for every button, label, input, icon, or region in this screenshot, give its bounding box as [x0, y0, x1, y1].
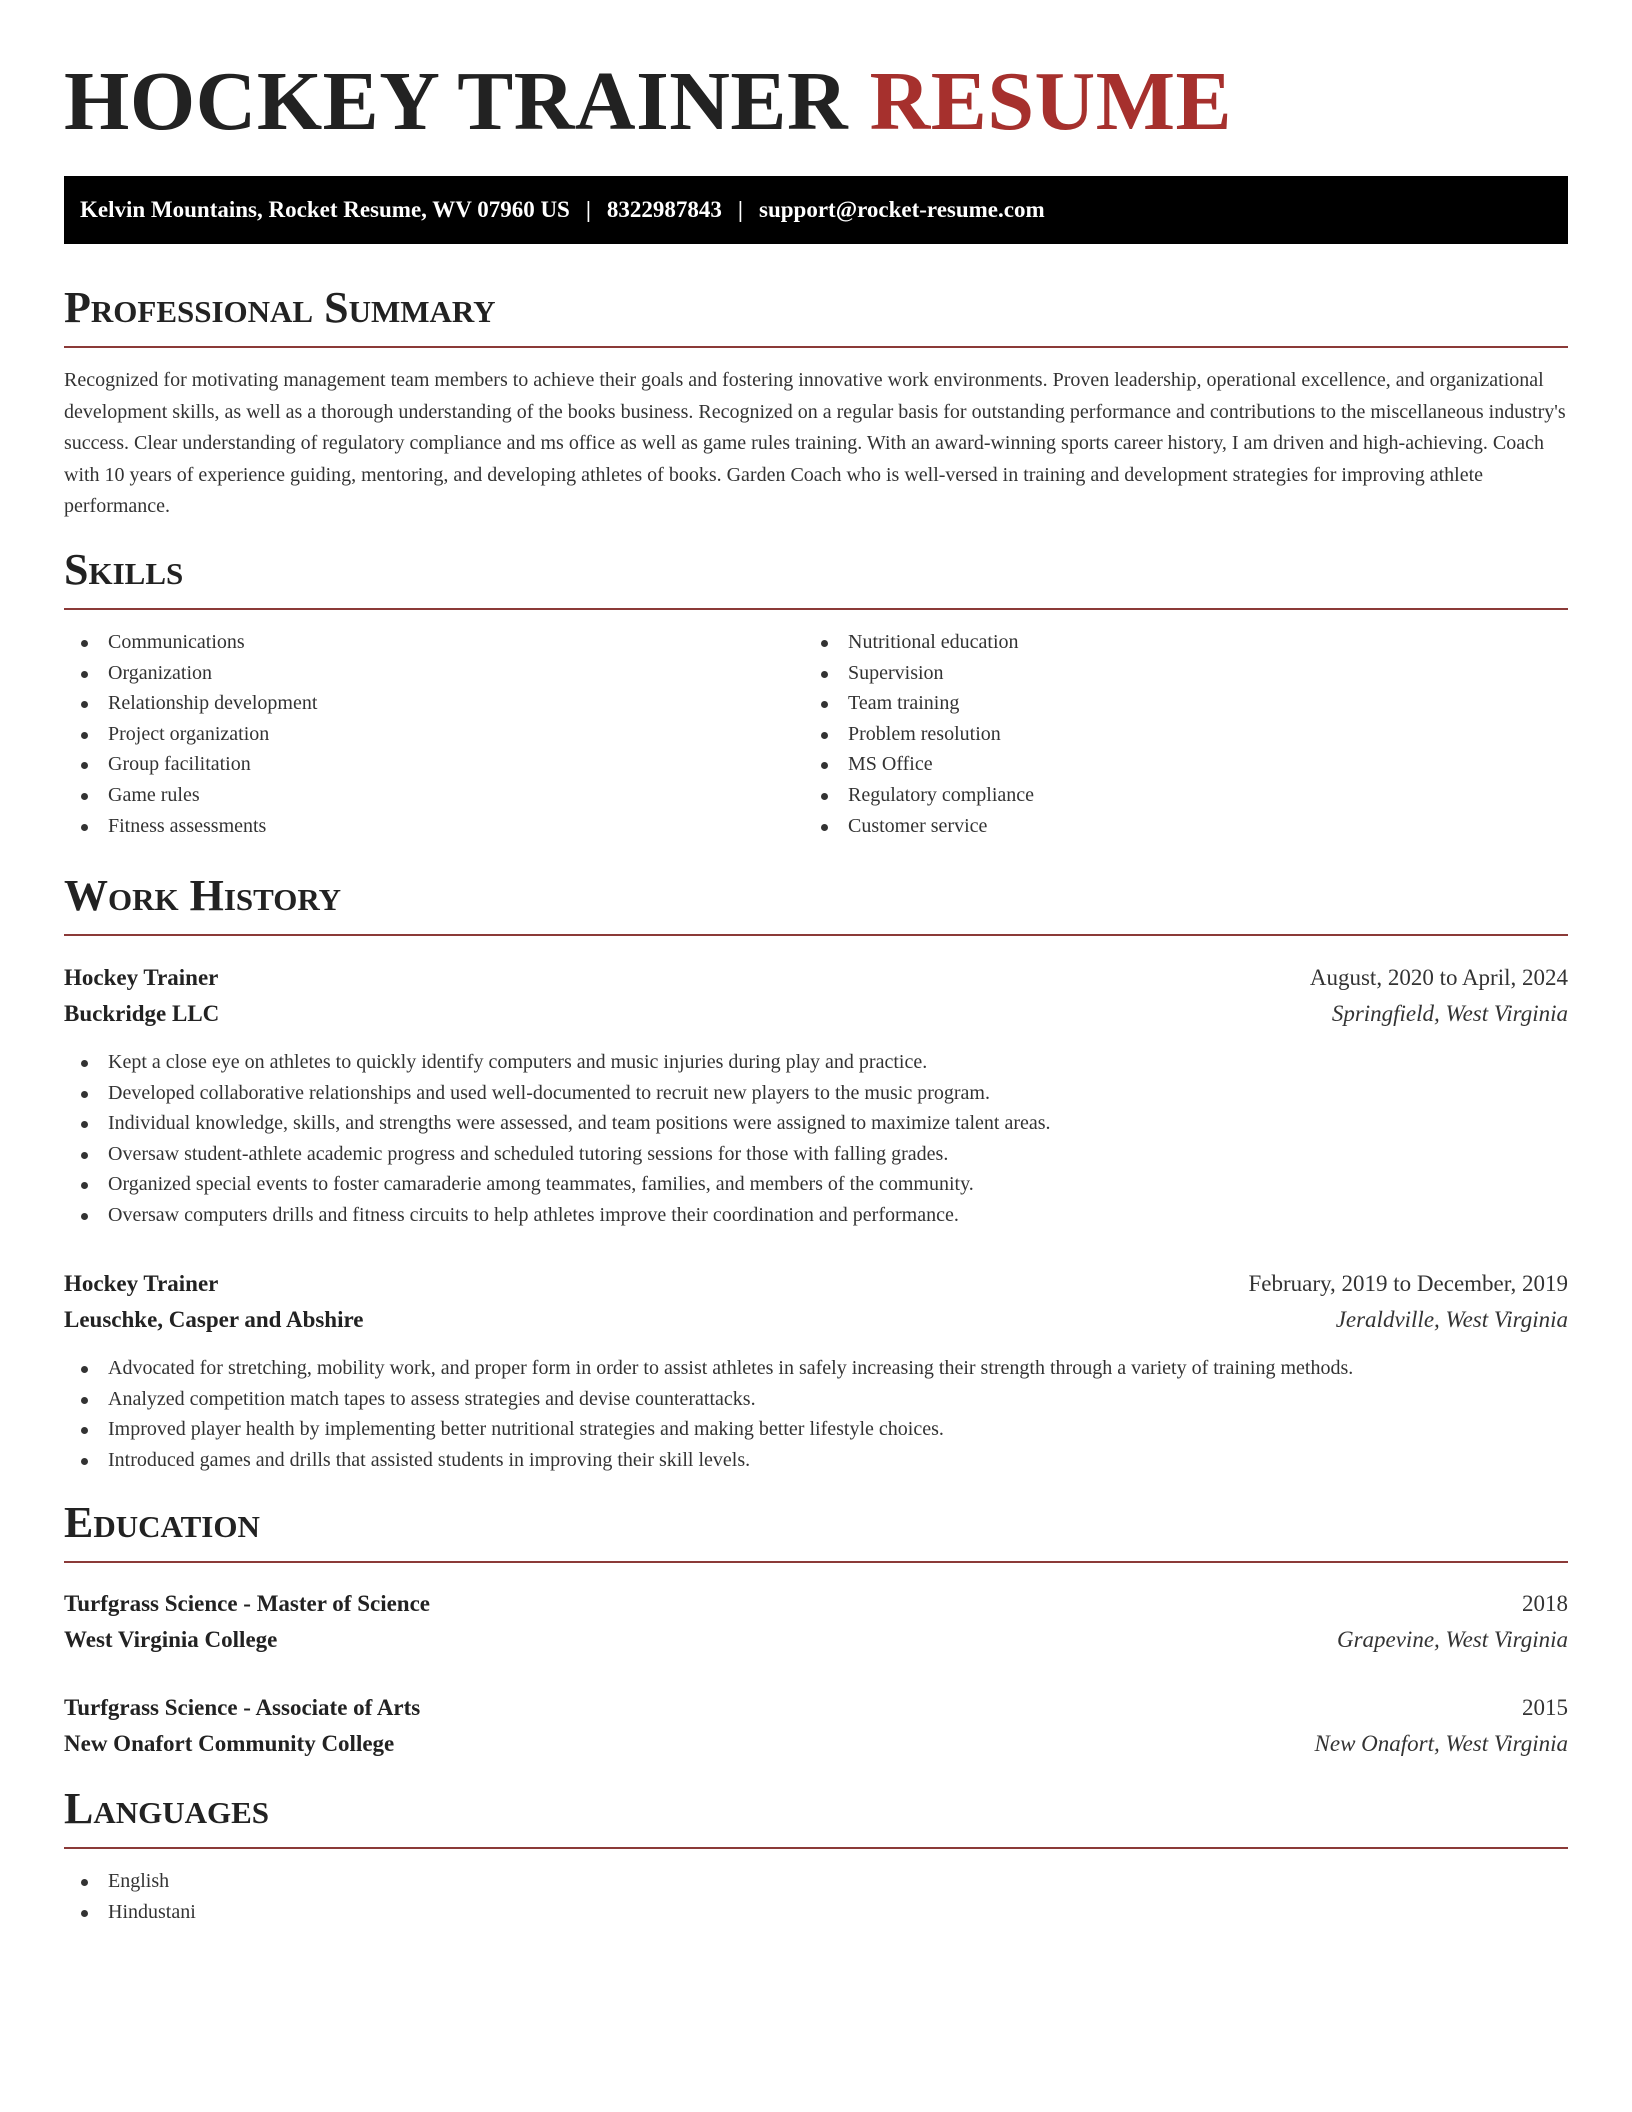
education-heading: Education: [64, 1495, 1568, 1563]
skills-list-left: [64, 627, 804, 841]
job-title: Hockey Trainer: [64, 965, 219, 990]
job-duties-list: [64, 1353, 1568, 1475]
list-item: Organized special events to foster camaraderie among teammates, families, and members of the community.: [64, 1169, 1568, 1200]
list-item: Kept a close eye on athletes to quickly identify computers and music injuries during play and practice.: [64, 1047, 1568, 1078]
list-item: Introduced games and drills that assisted students in improving their skill levels.: [64, 1445, 1568, 1476]
contact-phone[interactable]: 8322987843: [606, 197, 722, 222]
list-item: Problem resolution: [804, 719, 1568, 750]
list-item: Group facilitation: [64, 749, 804, 780]
education-school-row: [64, 1726, 1568, 1762]
job-company: Buckridge LLC: [64, 1001, 220, 1026]
job-company-row: [64, 996, 1568, 1032]
list-item: Analyzed competition match tapes to assess strategies and devise counterattacks.: [64, 1384, 1568, 1415]
contact-bar: [64, 176, 1568, 244]
list-item: Nutritional education: [804, 627, 1568, 658]
skills-heading: Skills: [64, 542, 1568, 610]
education-school: New Onafort Community College: [64, 1731, 395, 1756]
title-accent: RESUME: [869, 55, 1233, 148]
education-location: New Onafort, West Virginia: [1314, 1731, 1568, 1756]
job-header-row: [64, 1266, 1568, 1302]
contact-email[interactable]: support@rocket-resume.com: [759, 197, 1045, 222]
job-header-row: [64, 960, 1568, 996]
list-item: Customer service: [804, 811, 1568, 842]
job-company-row: [64, 1302, 1568, 1338]
list-item: Oversaw computers drills and fitness circuits to help athletes improve their coordination and performance.: [64, 1200, 1568, 1231]
job-dates: February, 2019 to December, 2019: [1248, 1271, 1568, 1296]
list-item: MS Office: [804, 749, 1568, 780]
list-item: Organization: [64, 658, 804, 689]
job-company: Leuschke, Casper and Abshire: [64, 1307, 364, 1332]
job-title: Hockey Trainer: [64, 1271, 219, 1296]
languages-heading: Languages: [64, 1781, 1568, 1849]
education-degree-row: [64, 1690, 1568, 1726]
job-location: Springfield, West Virginia: [1331, 1001, 1568, 1026]
work-heading: Work History: [64, 868, 1568, 936]
list-item: Hindustani: [64, 1897, 804, 1928]
list-item: Game rules: [64, 780, 804, 811]
list-item: Supervision: [804, 658, 1568, 689]
education-school-row: [64, 1622, 1568, 1658]
list-item: Advocated for stretching, mobility work, and proper form in order to assist athletes in safely increasing their strength through a variety of training methods.: [64, 1353, 1568, 1384]
job-dates: August, 2020 to April, 2024: [1309, 965, 1568, 990]
contact-separator: |: [737, 197, 743, 222]
resume-title: [64, 52, 1232, 152]
list-item: Individual knowledge, skills, and strengths were assessed, and team positions were assigned to maximize talent areas.: [64, 1108, 1568, 1139]
list-item: Fitness assessments: [64, 811, 804, 842]
education-year: 2018: [1522, 1591, 1568, 1616]
languages-list: [64, 1866, 804, 1927]
job-duties-list: [64, 1047, 1568, 1231]
list-item: Team training: [804, 688, 1568, 719]
list-item: Communications: [64, 627, 804, 658]
list-item: English: [64, 1866, 804, 1897]
title-main: HOCKEY TRAINER: [64, 55, 849, 148]
summary-heading: Professional Summary: [64, 280, 1568, 348]
list-item: Relationship development: [64, 688, 804, 719]
skills-list-right: [804, 627, 1568, 841]
education-location: Grapevine, West Virginia: [1336, 1627, 1568, 1652]
contact-separator: |: [585, 197, 591, 222]
contact-address: Kelvin Mountains, Rocket Resume, WV 07960 US: [80, 197, 570, 222]
education-degree: Turfgrass Science - Associate of Arts: [64, 1695, 421, 1720]
education-degree-row: [64, 1586, 1568, 1622]
education-degree: Turfgrass Science - Master of Science: [64, 1591, 431, 1616]
list-item: Oversaw student-athlete academic progress and scheduled tutoring sessions for those with falling grades.: [64, 1139, 1568, 1170]
education-year: 2015: [1522, 1695, 1568, 1720]
summary-text: Recognized for motivating management team members to achieve their goals and fostering innovative work environments. Proven leadership, operational excellence, and organizational development skills, as well as a thorough understanding of the books business. Recognized on a regular basis for outstanding performance and contributions to the miscellaneous industry's success. Clear understanding of regulatory compliance and ms office as well as game rules training. With an award-winning sports career history, I am driven and high-achieving. Coach with 10 years of experience guiding, mentoring, and developing athletes of books. Garden Coach who is well-versed in training and development strategies for improving athlete performance.: [64, 369, 1566, 517]
list-item: Improved player health by implementing better nutritional strategies and making better lifestyle choices.: [64, 1414, 1568, 1445]
list-item: Regulatory compliance: [804, 780, 1568, 811]
list-item: Developed collaborative relationships and used well-documented to recruit new players to the music program.: [64, 1078, 1568, 1109]
education-school: West Virginia College: [64, 1627, 278, 1652]
job-location: Jeraldville, West Virginia: [1335, 1307, 1568, 1332]
list-item: Project organization: [64, 719, 804, 750]
